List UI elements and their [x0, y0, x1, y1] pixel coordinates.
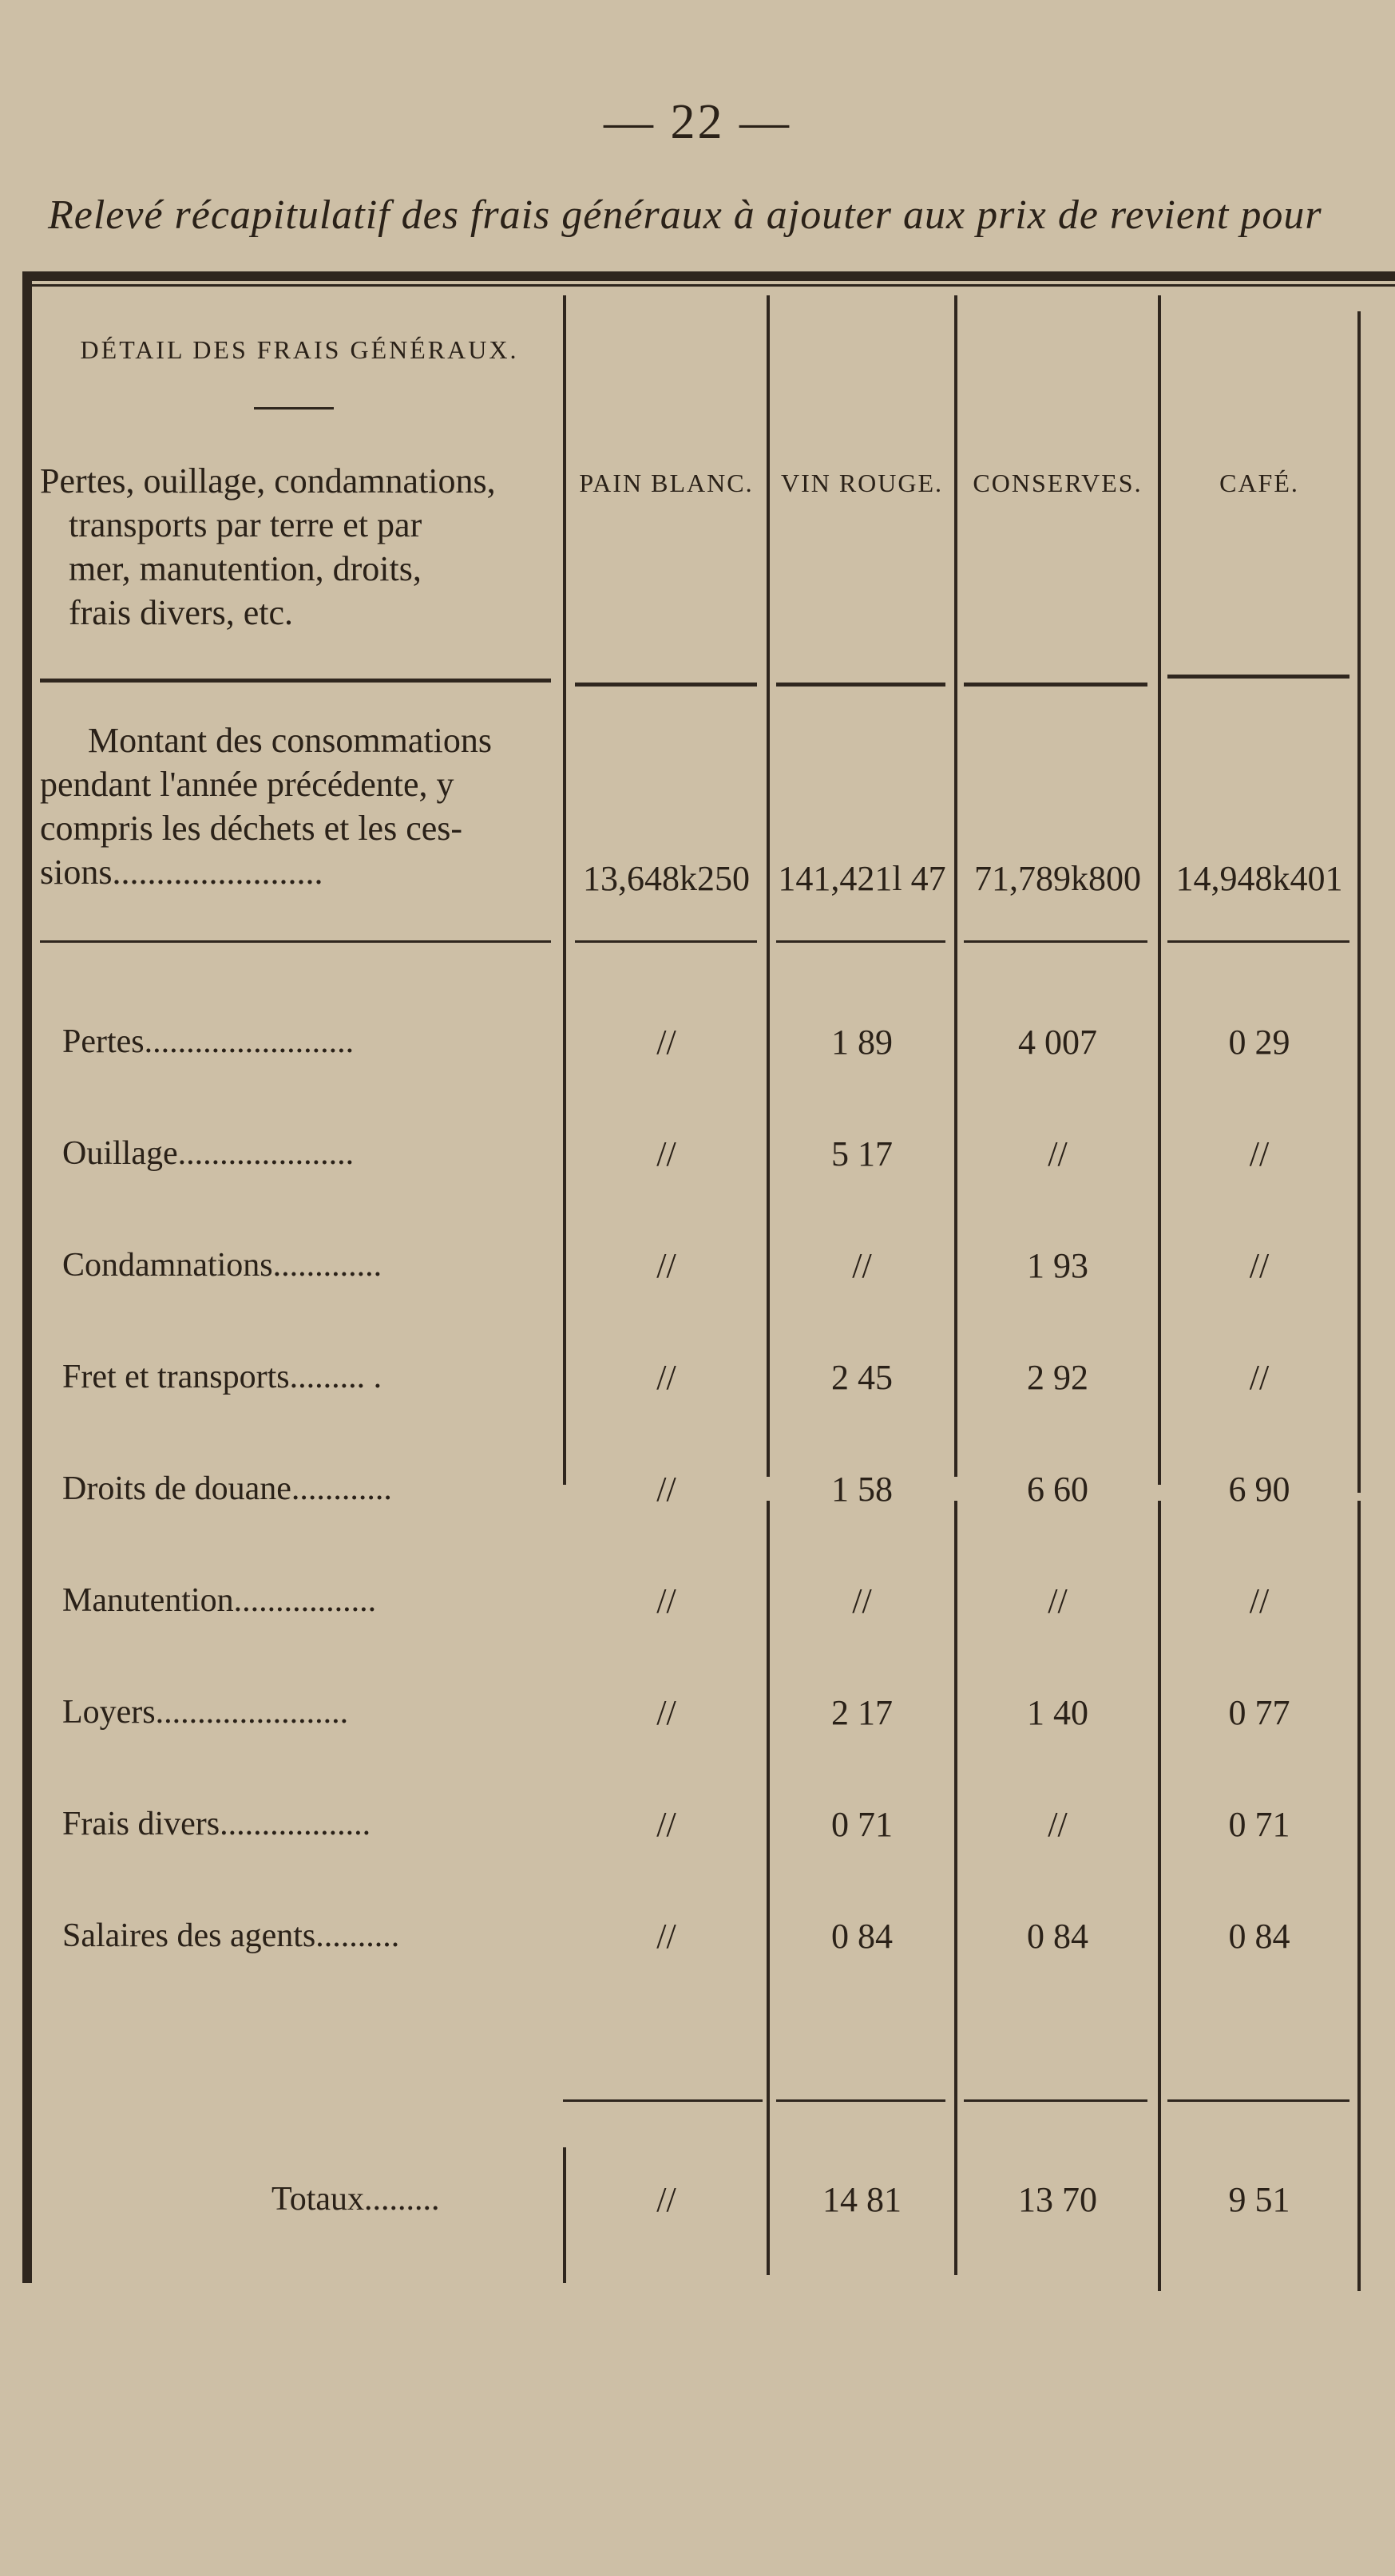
row-value: 5 17 — [831, 1134, 893, 1173]
header-rule — [964, 683, 1147, 687]
conso-value-cafe: 14,948k401 — [1175, 858, 1343, 898]
row-value: 0 77 — [1228, 1692, 1290, 1732]
page-number: — 22 — — [604, 95, 791, 149]
conso-line: Montant des consommations — [88, 721, 492, 760]
row-value: 6 60 — [1027, 1469, 1088, 1509]
detail-title: DÉTAIL DES FRAIS GÉNÉRAUX. — [80, 335, 519, 364]
row-value: 4 007 — [1018, 1022, 1097, 1062]
row-value: // — [1249, 1134, 1270, 1173]
row-label: Pertes......................... — [62, 1023, 355, 1060]
row-value: 1 89 — [831, 1022, 893, 1062]
totals-value-cafe: 9 51 — [1228, 2179, 1290, 2219]
detail-description — [40, 459, 563, 635]
row-value: 0 71 — [831, 1804, 893, 1844]
conso-value-pain-blanc: 13,648k250 — [583, 858, 750, 898]
row-value: // — [656, 1245, 676, 1285]
conso-rule — [575, 940, 757, 943]
row-value: 0 29 — [1228, 1022, 1290, 1062]
conso-line: pendant l'année précédente, y — [40, 765, 454, 804]
row-label: Loyers....................... — [62, 1694, 349, 1731]
row-label: Ouillage..................... — [62, 1135, 355, 1172]
totals-rule — [964, 2099, 1147, 2102]
header-rule — [40, 679, 551, 683]
row-value: 0 84 — [1228, 1916, 1290, 1956]
column-divider — [1357, 1501, 1361, 2291]
totals-label: Totaux......... — [271, 2181, 440, 2218]
conso-line: compris les déchets et les ces- — [40, 809, 463, 848]
row-value: // — [656, 1134, 676, 1173]
row-label: Salaires des agents.......... — [62, 1917, 400, 1954]
row-value: // — [852, 1245, 872, 1285]
column-header-cafe: CAFÉ. — [1219, 468, 1299, 497]
table-top-rule-thin — [29, 284, 1395, 287]
header-rule — [776, 683, 945, 687]
row-value: 0 84 — [831, 1916, 893, 1956]
detail-line: frais divers, etc. — [69, 593, 293, 632]
conso-line: sions........................ — [40, 853, 323, 892]
row-value: 1 58 — [831, 1469, 893, 1509]
column-header-conserves: CONSERVES. — [973, 468, 1143, 497]
totals-rule — [1167, 2099, 1349, 2102]
row-label: Fret et transports......... . — [62, 1359, 382, 1395]
row-value: // — [1249, 1581, 1270, 1620]
conso-rule — [1167, 940, 1349, 943]
conso-value-conserves: 71,789k800 — [974, 858, 1141, 898]
totals-value-vin-rouge: 14 81 — [822, 2179, 902, 2219]
row-value: // — [656, 1804, 676, 1844]
row-value: 0 71 — [1228, 1804, 1290, 1844]
row-value: // — [1249, 1245, 1270, 1285]
detail-line: Pertes, ouillage, condamnations, — [40, 461, 496, 501]
detail-line: transports par terre et par — [69, 505, 422, 544]
row-value: // — [656, 1357, 676, 1397]
detail-line: mer, manutention, droits, — [69, 549, 422, 588]
consommations-label — [40, 718, 563, 894]
table-left-border — [22, 271, 32, 2283]
row-label: Frais divers.................. — [62, 1806, 371, 1842]
column-header-vin-rouge: VIN ROUGE. — [780, 468, 944, 497]
row-value: 0 84 — [1027, 1916, 1088, 1956]
row-value: // — [656, 1916, 676, 1956]
column-header-pain-blanc: PAIN BLANC. — [579, 468, 754, 497]
totals-rule — [563, 2099, 763, 2102]
row-label: Manutention................. — [62, 1582, 377, 1619]
row-value: // — [656, 1581, 676, 1620]
row-value: // — [852, 1581, 872, 1620]
column-divider — [1357, 311, 1361, 1493]
page-title: Relevé récapitulatif des frais généraux à ajouter aux prix de revient pour — [48, 192, 1322, 238]
header-rule — [1167, 675, 1349, 679]
row-value: 6 90 — [1228, 1469, 1290, 1509]
row-value: 2 17 — [831, 1692, 893, 1732]
row-label: Condamnations............. — [62, 1247, 382, 1284]
detail-title-underline — [254, 407, 334, 410]
conso-rule — [964, 940, 1147, 943]
row-value: // — [1048, 1804, 1068, 1844]
row-value: // — [1048, 1134, 1068, 1173]
conso-rule — [40, 940, 551, 943]
totals-rule — [776, 2099, 945, 2102]
row-value: // — [656, 1469, 676, 1509]
conso-value-vin-rouge: 141,421l 47 — [778, 858, 946, 898]
row-value: 2 45 — [831, 1357, 893, 1397]
conso-rule — [776, 940, 945, 943]
row-value: // — [656, 1692, 676, 1732]
row-value: // — [1249, 1357, 1270, 1397]
row-value: 1 40 — [1027, 1692, 1088, 1732]
header-rule — [575, 683, 757, 687]
row-value: // — [1048, 1581, 1068, 1620]
totals-value-pain-blanc: // — [656, 2179, 676, 2219]
row-value: 2 92 — [1027, 1357, 1088, 1397]
totals-value-conserves: 13 70 — [1018, 2179, 1097, 2219]
row-value: // — [656, 1022, 676, 1062]
row-value: 1 93 — [1027, 1245, 1088, 1285]
table-top-rule — [29, 271, 1395, 281]
row-label: Droits de douane............ — [62, 1470, 392, 1507]
